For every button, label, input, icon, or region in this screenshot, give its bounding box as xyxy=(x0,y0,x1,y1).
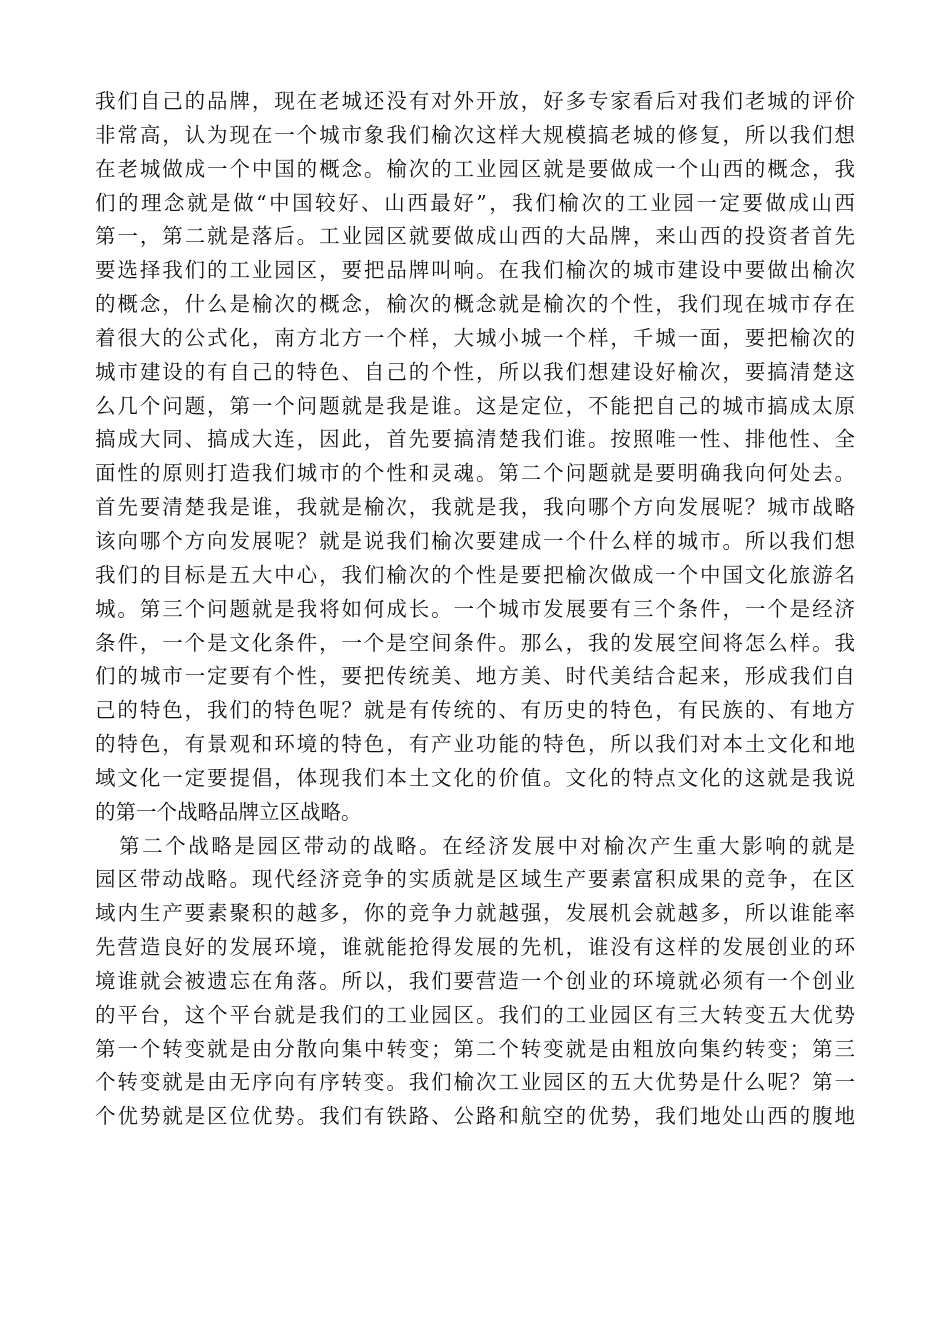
text-line: 们的理念就是做“中国较好、山西最好”，我们榆次的工业园一定要做成山西 xyxy=(95,190,855,215)
text-line: 园区带动战略。现代经济竞争的实质就是区域生产要素富积成果的竞争，在区 xyxy=(95,867,855,892)
text-line: 的第一个战略品牌立区战略。 xyxy=(95,799,362,824)
text-line: 第二个战略是园区带动的战略。在经济发展中对榆次产生重大影响的就是 xyxy=(119,833,855,858)
text-line: 首先要清楚我是谁，我就是榆次，我就是我，我向哪个方向发展呢？城市战略 xyxy=(95,495,855,520)
text-line: 域文化一定要提倡，体现我们本土文化的价值。文化的特点文化的这就是我说 xyxy=(95,765,855,790)
text-line: 的特色，有景观和环境的特色，有产业功能的特色，所以我们对本土文化和地 xyxy=(95,732,855,757)
text-line: 第一，第二就是落后。工业园区就要做成山西的大品牌，来山西的投资者首先 xyxy=(95,224,855,249)
text-line: 们的城市一定要有个性，要把传统美、地方美、时代美结合起来，形成我们自 xyxy=(95,664,855,689)
text-line: 要选择我们的工业园区，要把品牌叫响。在我们榆次的城市建设中要做出榆次 xyxy=(95,258,855,283)
text-line: 非常高，认为现在一个城市象我们榆次这样大规模搞老城的修复，所以我们想 xyxy=(95,122,855,147)
text-line: 个转变就是由无序向有序转变。我们榆次工业园区的五大优势是什么呢？第一 xyxy=(95,1070,855,1095)
text-line: 先营造良好的发展环境，谁就能抢得发展的先机，谁没有这样的发展创业的环 xyxy=(95,935,855,960)
text-line: 城市建设的有自己的特色、自己的个性，所以我们想建设好榆次，要搞清楚这 xyxy=(95,359,855,384)
text-line: 境谁就会被遗忘在角落。所以，我们要营造一个创业的环境就必须有一个创业 xyxy=(95,968,855,993)
text-line: 城。第三个问题就是我将如何成长。一个城市发展要有三个条件，一个是经济 xyxy=(95,596,855,621)
document-page xyxy=(95,85,855,1134)
text-line: 该向哪个方向发展呢？就是说我们榆次要建成一个什么样的城市。所以我们想 xyxy=(95,528,855,553)
text-line: 着很大的公式化，南方北方一个样，大城小城一个样，千城一面，要把榆次的 xyxy=(95,325,855,350)
text-line: 第一个转变就是由分散向集中转变；第二个转变就是由粗放向集约转变；第三 xyxy=(95,1036,855,1061)
text-line: 在老城做成一个中国的概念。榆次的工业园区就是要做成一个山西的概念，我 xyxy=(95,156,855,181)
text-line: 搞成大同、搞成大连，因此，首先要搞清楚我们谁。按照唯一性、排他性、全 xyxy=(95,427,855,452)
text-line: 么几个问题，第一个问题就是我是谁。这是定位，不能把自己的城市搞成太原 xyxy=(95,393,855,418)
text-line: 我们的目标是五大中心，我们榆次的个性是要把榆次做成一个中国文化旅游名 xyxy=(95,562,855,587)
text-line: 条件，一个是文化条件，一个是空间条件。那么，我的发展空间将怎么样。我 xyxy=(95,630,855,655)
paragraph-first-strategy xyxy=(95,85,855,830)
text-line: 面性的原则打造我们城市的个性和灵魂。第二个问题就是要明确我向何处去。 xyxy=(95,461,855,486)
text-line: 己的特色，我们的特色呢？就是有传统的、有历史的特色，有民族的、有地方 xyxy=(95,698,855,723)
text-line: 我们自己的品牌，现在老城还没有对外开放，好多专家看后对我们老城的评价 xyxy=(95,89,855,113)
text-line: 的概念，什么是榆次的概念，榆次的概念就是榆次的个性，我们现在城市存在 xyxy=(95,292,855,317)
text-line: 的平台，这个平台就是我们的工业园区。我们的工业园区有三大转变五大优势 xyxy=(95,1002,855,1027)
paragraph-second-strategy xyxy=(95,830,855,1135)
text-line: 个优势就是区位优势。我们有铁路、公路和航空的优势，我们地处山西的腹地 xyxy=(95,1104,855,1129)
text-line: 域内生产要素聚积的越多，你的竞争力就越强，发展机会就越多，所以谁能率 xyxy=(95,901,855,926)
